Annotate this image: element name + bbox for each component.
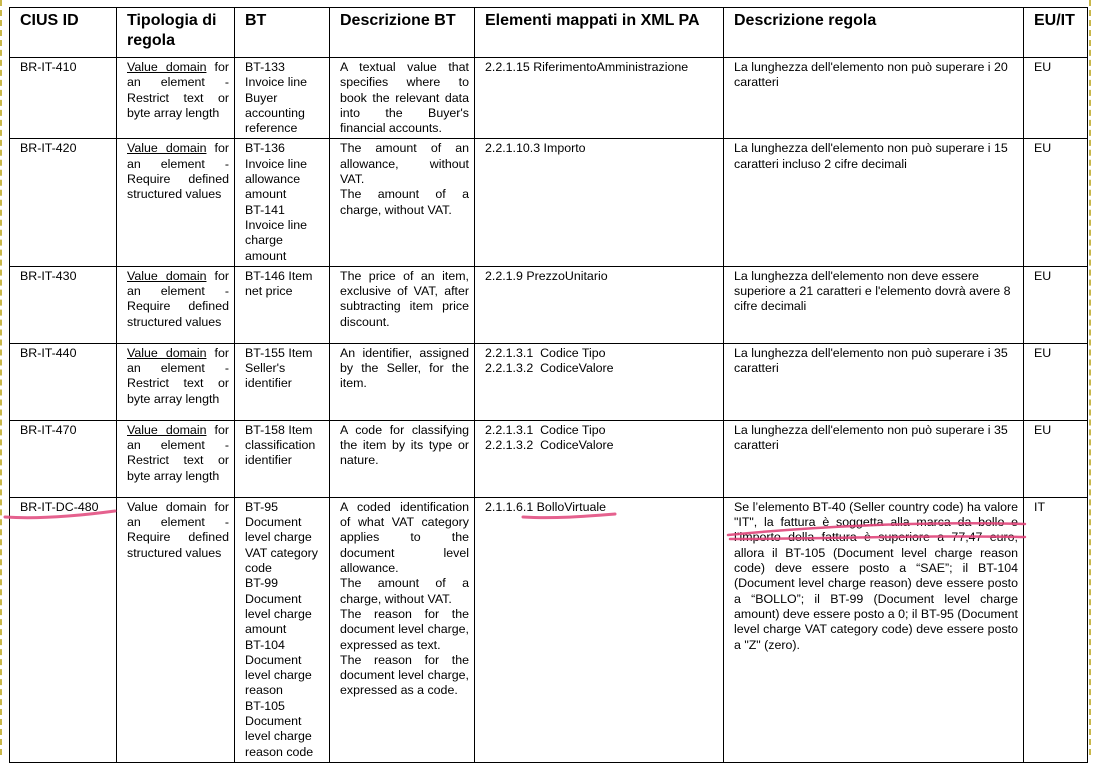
descrizione-bt-cell: A textual value that specifies where to book the relevant data into the Buyer's financial accounts. — [330, 58, 475, 139]
descrizione-bt-cell: The price of an item, exclusive of VAT, after subtracting item price discount. — [330, 266, 475, 343]
cius-id-cell: BR-IT-430 — [10, 266, 117, 343]
tipologia-cell — [117, 139, 235, 266]
value-domain-link: Value domain — [127, 268, 207, 283]
xml-element-cell: 2.2.1.15 RiferimentoAmministrazione — [475, 58, 724, 139]
bt-cell: BT-133 Invoice line Buyer accounting reference — [235, 58, 330, 139]
cius-id-cell: BR-IT-410 — [10, 58, 117, 139]
table-row — [10, 266, 1088, 343]
value-domain-link: Value domain — [127, 345, 207, 360]
header-cius-id: CIUS ID — [10, 8, 117, 58]
xml-element-cell: 2.2.1.3.1 Codice Tipo 2.2.1.3.2 CodiceValore — [475, 343, 724, 420]
table-row — [10, 420, 1088, 497]
tipologia-cell — [117, 266, 235, 343]
xml-element-cell: 2.2.1.10.3 Importo — [475, 139, 724, 266]
descrizione-bt-cell: An identifier, assigned by the Seller, for the item. — [330, 343, 475, 420]
eu-it-cell: EU — [1024, 343, 1088, 420]
page-edge-left — [0, 0, 2, 755]
header-descrizione-regola: Descrizione regola — [724, 8, 1024, 58]
xml-element-cell: 2.2.1.3.1 Codice Tipo 2.2.1.3.2 CodiceValore — [475, 420, 724, 497]
xml-element-cell: 2.1.1.6.1 BolloVirtuale — [475, 497, 724, 762]
descrizione-bt-cell: A code for classifying the item by its type or nature. — [330, 420, 475, 497]
cius-id-cell: BR-IT-440 — [10, 343, 117, 420]
bt-cell: BT-95 Document level charge VAT category code BT-99 Document level charge amount BT-104 Document level charge reason BT-105 Document level charge reason code — [235, 497, 330, 762]
tipologia-cell — [117, 343, 235, 420]
xml-element-cell: 2.2.1.9 PrezzoUnitario — [475, 266, 724, 343]
value-domain-link: Value domain — [127, 141, 207, 156]
page-edge-right — [1089, 0, 1091, 755]
tipologia-text: for an element - Require defined structured values — [127, 268, 229, 329]
tipologia-cell — [117, 420, 235, 497]
tipologia-text: for an element - Restrict text or byte array length — [127, 345, 229, 406]
eu-it-cell: EU — [1024, 139, 1088, 266]
tipologia-text: for an element - Require defined structured values — [127, 141, 229, 202]
bt-cell: BT-136 Invoice line allowance amount BT-141 Invoice line charge amount — [235, 139, 330, 266]
bt-cell: BT-155 Item Seller's identifier — [235, 343, 330, 420]
eu-it-cell: EU — [1024, 266, 1088, 343]
header-tipologia: Tipologia di regola — [117, 8, 235, 58]
cius-id-cell: BR-IT-420 — [10, 139, 117, 266]
tipologia-text: for an element - Restrict text or byte array length — [127, 422, 229, 483]
tipologia-text: an element - Require defined structured values — [127, 515, 229, 560]
table-row — [10, 497, 1088, 762]
descrizione-regola-cell: La lunghezza dell'elemento non può superare i 35 caratteri — [724, 343, 1024, 420]
descrizione-regola-cell: La lunghezza dell'elemento non deve essere superiore a 21 caratteri e l'elemento dovrà avere 8 cifre decimali — [724, 266, 1024, 343]
descrizione-regola-cell: Se l’elemento BT-40 (Seller country code) ha valore "IT", la fattura è soggetta alla marca da bollo e l’importo della fattura è superiore a 77,47 euro, allora il BT-105 (Document level charge reason code) deve essere posto a “SAE”; il BT-104 (Document level charge reason) deve essere posto a “BOLLO”; il BT-99 (Document level charge amount) deve essere posto a 0; il BT-95 (Document level charge VAT category code) deve essere posto a "Z" (zero). — [724, 497, 1024, 762]
table-row — [10, 139, 1088, 266]
header-descrizione-bt: Descrizione BT — [330, 8, 475, 58]
descrizione-regola-cell: La lunghezza dell'elemento non può superare i 35 caratteri — [724, 420, 1024, 497]
eu-it-cell: EU — [1024, 420, 1088, 497]
cius-id-cell: BR-IT-DC-480 — [10, 497, 117, 762]
table-row — [10, 343, 1088, 420]
tipologia-text: for an element - Restrict text or byte array length — [127, 60, 229, 120]
descrizione-bt-cell: The amount of an allowance, without VAT. The amount of a charge, without VAT. — [330, 139, 475, 266]
table-header-row — [10, 8, 1088, 58]
eu-it-cell: IT — [1024, 497, 1088, 762]
header-bt: BT — [235, 8, 330, 58]
tipologia-cell — [117, 58, 235, 139]
value-domain-text: Value domain for — [127, 499, 229, 514]
table-row — [10, 58, 1088, 139]
descrizione-regola-cell: La lunghezza dell'elemento non può superare i 20 caratteri — [724, 58, 1024, 139]
eu-it-cell: EU — [1024, 58, 1088, 139]
header-eu-it: EU/IT — [1024, 8, 1088, 58]
header-elementi-xml: Elementi mappati in XML PA — [475, 8, 724, 58]
bt-cell: BT-158 Item classification identifier — [235, 420, 330, 497]
descrizione-regola-cell: La lunghezza dell'elemento non può superare i 15 caratteri incluso 2 cifre decimali — [724, 139, 1024, 266]
descrizione-bt-cell: A coded identification of what VAT category applies to the document level allowance. The amount of a charge, without VAT. The reason for the document level charge, expressed as text. The reason for the document level charge, expressed as a code. — [330, 497, 475, 762]
tipologia-cell — [117, 497, 235, 762]
value-domain-link: Value domain — [127, 422, 207, 437]
cius-id-cell: BR-IT-470 — [10, 420, 117, 497]
cius-rules-table — [9, 7, 1088, 763]
bt-cell: BT-146 Item net price — [235, 266, 330, 343]
value-domain-link: Value domain — [127, 60, 207, 74]
